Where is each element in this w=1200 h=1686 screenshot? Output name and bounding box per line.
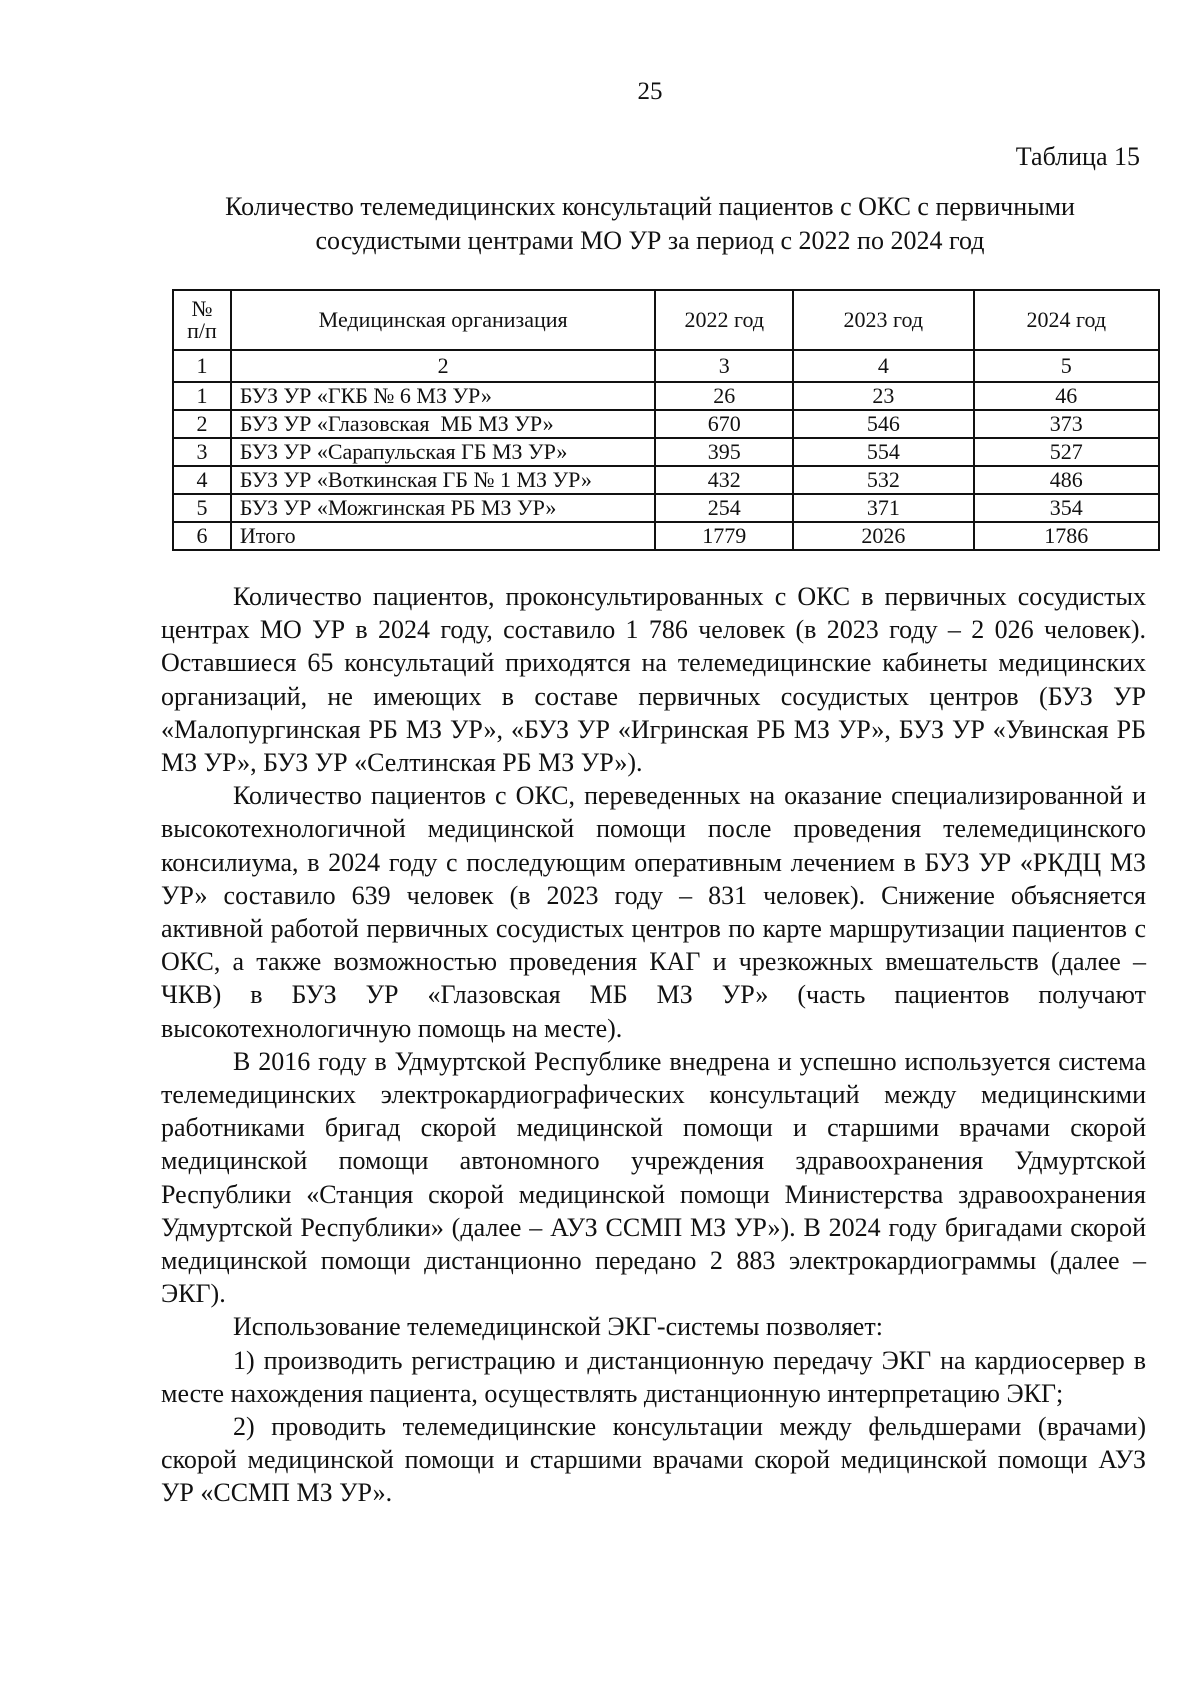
row-number: 4 — [173, 466, 231, 494]
row-value-2022: 670 — [655, 410, 793, 438]
row-value-2024: 373 — [974, 410, 1159, 438]
row-value-2024: 486 — [974, 466, 1159, 494]
column-number: 3 — [655, 350, 793, 382]
header-2022: 2022 год — [655, 290, 793, 350]
row-value-2023: 2026 — [793, 522, 973, 550]
header-2023: 2023 год — [793, 290, 973, 350]
paragraph-list-item-1: 1) производить регистрацию и дистанционную передачу ЭКГ на кардиосервер в месте нахождения пациента, осуществлять дистанционную интерпретацию ЭКГ; — [161, 1345, 1146, 1408]
row-organization: БУЗ УР «Можгинская РБ МЗ УР» — [231, 494, 656, 522]
row-organization: БУЗ УР «Глазовская МБ МЗ УР» — [231, 410, 656, 438]
row-value-2023: 554 — [793, 438, 973, 466]
column-number: 2 — [231, 350, 656, 382]
paragraph-ecg-system: В 2016 году в Удмуртской Республике внедрена и успешно используется система телемедицинских электрокардиографических консультаций между медицинскими работниками бригад скорой медицинской помощи и старшими врачами скорой медицинской помощи автономного учреждения здравоохранения Удмуртской Республики «Станция скорой медицинской помощи Министерства здравоохранения Удмуртской Республики» (далее – АУЗ ССМП МЗ УР»). В 2024 году бригадами скорой медицинской помощи дистанционно передано 2 883 электрокардиограммы (далее – ЭКГ). — [161, 1046, 1146, 1309]
page-number: 25 — [637, 78, 663, 105]
row-number: 5 — [173, 494, 231, 522]
header-number — [173, 290, 231, 350]
row-value-2023: 532 — [793, 466, 973, 494]
row-value-2022: 432 — [655, 466, 793, 494]
paragraph-transfers: Количество пациентов с ОКС, переведенных на оказание специализированной и высокотехнологичной медицинской помощи после проведения телемедицинского консилиума, в 2024 году с последующим оперативным лечением в БУЗ УР «РКДЦ МЗ УР» составило 639 человек (в 2023 году – 831 человек). Снижение объясняется активной работой первичных сосудистых центров по карте маршрутизации пациентов с ОКС, а также возможностью проведения КАГ и чрезкожных вмешательств (далее – ЧКВ) в БУЗ УР «Глазовская МБ МЗ УР» (часть пациентов получают высокотехнологичную помощь на месте). — [161, 781, 1146, 1043]
row-organization: БУЗ УР «ГКБ № 6 МЗ УР» — [231, 382, 656, 410]
header-2024: 2024 год — [974, 290, 1159, 350]
table-row — [173, 466, 1159, 494]
row-number: 6 — [173, 522, 231, 550]
paragraph-consultations: Количество пациентов, проконсультированных с ОКС в первичных сосудистых центрах МО УР в 2024 году, составило 1 786 человек (в 2023 году – 2 026 человек). Оставшиеся 65 консультаций приходятся на телемедицинские кабинеты медицинских организаций, не имеющих в составе первичных сосудистых центров (БУЗ УР «Малопургинская РБ МЗ УР», «БУЗ УР «Игринская РБ МЗ УР», БУЗ УР «Увинская РБ МЗ УР», БУЗ УР «Селтинская РБ МЗ УР»). — [161, 582, 1146, 778]
row-value-2023: 371 — [793, 494, 973, 522]
row-value-2023: 546 — [793, 410, 973, 438]
table-row — [173, 382, 1159, 410]
row-value-2023: 23 — [793, 382, 973, 410]
consultations-table — [172, 289, 1160, 551]
row-value-2024: 46 — [974, 382, 1159, 410]
table-row — [173, 410, 1159, 438]
row-organization: БУЗ УР «Сарапульская ГБ МЗ УР» — [231, 438, 656, 466]
row-organization: Итого — [231, 522, 656, 550]
row-value-2022: 26 — [655, 382, 793, 410]
row-value-2024: 527 — [974, 438, 1159, 466]
header-organization: Медицинская организация — [231, 290, 656, 350]
table-total-row — [173, 522, 1159, 550]
row-value-2022: 395 — [655, 438, 793, 466]
row-value-2024: 1786 — [974, 522, 1159, 550]
body-text — [161, 580, 1146, 1510]
row-value-2022: 254 — [655, 494, 793, 522]
column-number: 5 — [974, 350, 1159, 382]
table-title — [150, 190, 1150, 258]
row-value-2024: 354 — [974, 494, 1159, 522]
row-number: 2 — [173, 410, 231, 438]
table-row — [173, 438, 1159, 466]
header-number-line-2: п/п — [187, 318, 217, 343]
column-number: 1 — [173, 350, 231, 382]
column-number-row — [173, 350, 1159, 382]
paragraph-list-item-2: 2) проводить телемедицинские консультации между фельдшерами (врачами) скорой медицинской помощи и старшими врачами скорой медицинской помощи АУЗ УР «ССМП МЗ УР». — [161, 1412, 1146, 1508]
table-title-line-1: Количество телемедицинских консультаций пациентов с ОКС с первичными — [225, 192, 1075, 221]
row-number: 1 — [173, 382, 231, 410]
header-number-line-1: № — [191, 296, 213, 321]
table-row — [173, 494, 1159, 522]
table-title-line-2: сосудистыми центрами МО УР за период с 2022 по 2024 год — [315, 226, 985, 255]
table-header-row — [173, 290, 1159, 350]
paragraph-ecg-usage: Использование телемедицинской ЭКГ-системы позволяет: — [233, 1312, 883, 1342]
row-number: 3 — [173, 438, 231, 466]
column-number: 4 — [793, 350, 973, 382]
row-value-2022: 1779 — [655, 522, 793, 550]
row-organization: БУЗ УР «Воткинская ГБ № 1 МЗ УР» — [231, 466, 656, 494]
table-label: Таблица 15 — [1015, 142, 1140, 171]
